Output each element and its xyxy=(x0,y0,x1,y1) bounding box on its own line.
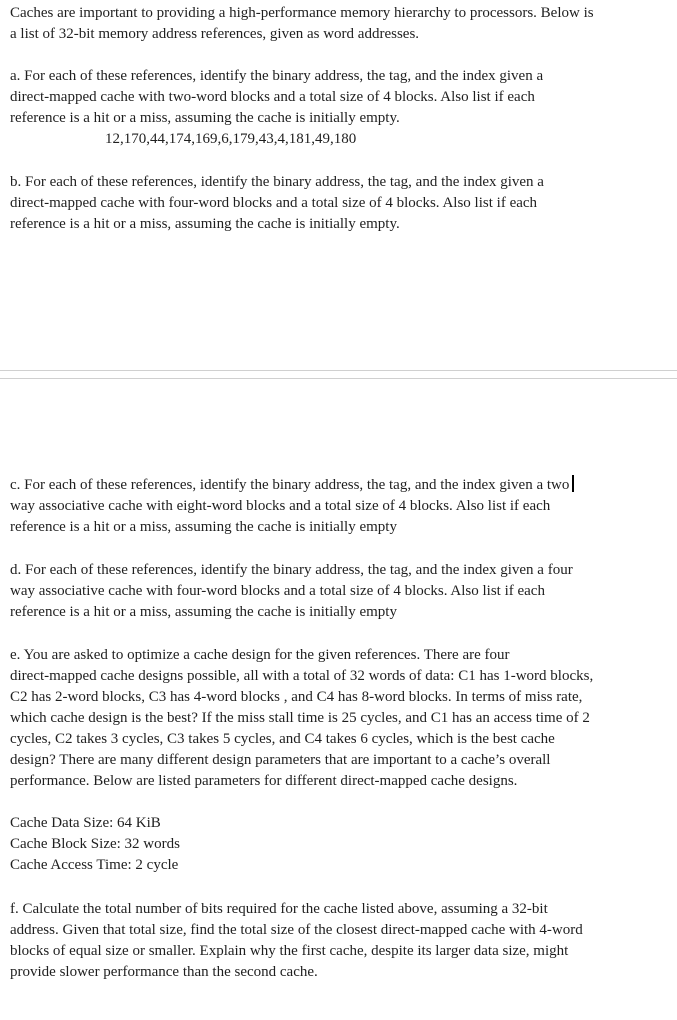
part-c-line xyxy=(10,475,650,496)
part-f-line: f. Calculate the total number of bits required for the cache listed above, assuming a 32-bit xyxy=(10,901,548,917)
intro-line: a list of 32-bit memory address references, given as word addresses. xyxy=(10,26,420,42)
part-a-line: reference is a hit or a miss, assuming the cache is initially empty. xyxy=(10,110,400,126)
cache-parameters xyxy=(10,813,650,876)
cache-data-size: Cache Data Size: 64 KiB xyxy=(10,815,161,831)
part-f-line: address. Given that total size, find the total size of the closest direct-mapped cache with 4-word xyxy=(10,922,583,938)
part-e-line: performance. Below are listed parameters for different direct-mapped cache designs. xyxy=(10,773,518,789)
section-divider xyxy=(0,370,677,371)
section-divider xyxy=(0,378,677,379)
part-e-paragraph xyxy=(10,645,650,792)
part-c-line: reference is a hit or a miss, assuming the cache is initially empty xyxy=(10,519,397,535)
part-a-line: direct-mapped cache with two-word blocks and a total size of 4 blocks. Also list if each xyxy=(10,89,535,105)
part-e-line: which cache design is the best? If the miss stall time is 25 cycles, and C1 has an access time of 2 xyxy=(10,710,590,726)
part-e-line: C2 has 2-word blocks, C3 has 4-word blocks , and C4 has 8-word blocks. In terms of miss rate, xyxy=(10,689,583,705)
part-c-paragraph xyxy=(10,475,650,538)
part-b-line: direct-mapped cache with four-word blocks and a total size of 4 blocks. Also list if each xyxy=(10,195,538,211)
part-c-line: way associative cache with eight-word blocks and a total size of 4 blocks. Also list if each xyxy=(10,498,551,514)
part-a-paragraph xyxy=(10,66,650,150)
part-f-paragraph xyxy=(10,899,650,983)
part-b-line: reference is a hit or a miss, assuming the cache is initially empty. xyxy=(10,216,400,232)
text-cursor xyxy=(572,475,574,492)
part-f-line: blocks of equal size or smaller. Explain why the first cache, despite its larger data size, might xyxy=(10,943,569,959)
part-e-line: e. You are asked to optimize a cache design for the given references. There are four xyxy=(10,647,510,663)
address-list: 12,170,44,174,169,6,179,43,4,181,49,180 xyxy=(105,131,357,147)
intro-paragraph xyxy=(10,3,650,45)
part-b-line: b. For each of these references, identify the binary address, the tag, and the index given a xyxy=(10,174,544,190)
part-e-line: design? There are many different design parameters that are important to a cache’s overall xyxy=(10,752,551,768)
part-a-line: a. For each of these references, identify the binary address, the tag, and the index given a xyxy=(10,68,544,84)
intro-line: Caches are important to providing a high-performance memory hierarchy to processors. Below is xyxy=(10,5,594,21)
cache-block-size: Cache Block Size: 32 words xyxy=(10,836,180,852)
part-c-line-text: c. For each of these references, identify the binary address, the tag, and the index given a two xyxy=(10,477,570,493)
part-b-paragraph xyxy=(10,172,650,235)
part-d-line: way associative cache with four-word blocks and a total size of 4 blocks. Also list if each xyxy=(10,583,545,599)
part-d-line: d. For each of these references, identify the binary address, the tag, and the index given a four xyxy=(10,562,573,578)
part-d-line: reference is a hit or a miss, assuming the cache is initially empty xyxy=(10,604,397,620)
part-e-line: direct-mapped cache designs possible, all with a total of 32 words of data: C1 has 1-word blocks, xyxy=(10,668,594,684)
part-f-line: provide slower performance than the second cache. xyxy=(10,964,318,980)
cache-access-time: Cache Access Time: 2 cycle xyxy=(10,857,179,873)
part-d-paragraph xyxy=(10,560,650,623)
part-e-line: cycles, C2 takes 3 cycles, C3 takes 5 cycles, and C4 takes 6 cycles, which is the best cache xyxy=(10,731,555,747)
